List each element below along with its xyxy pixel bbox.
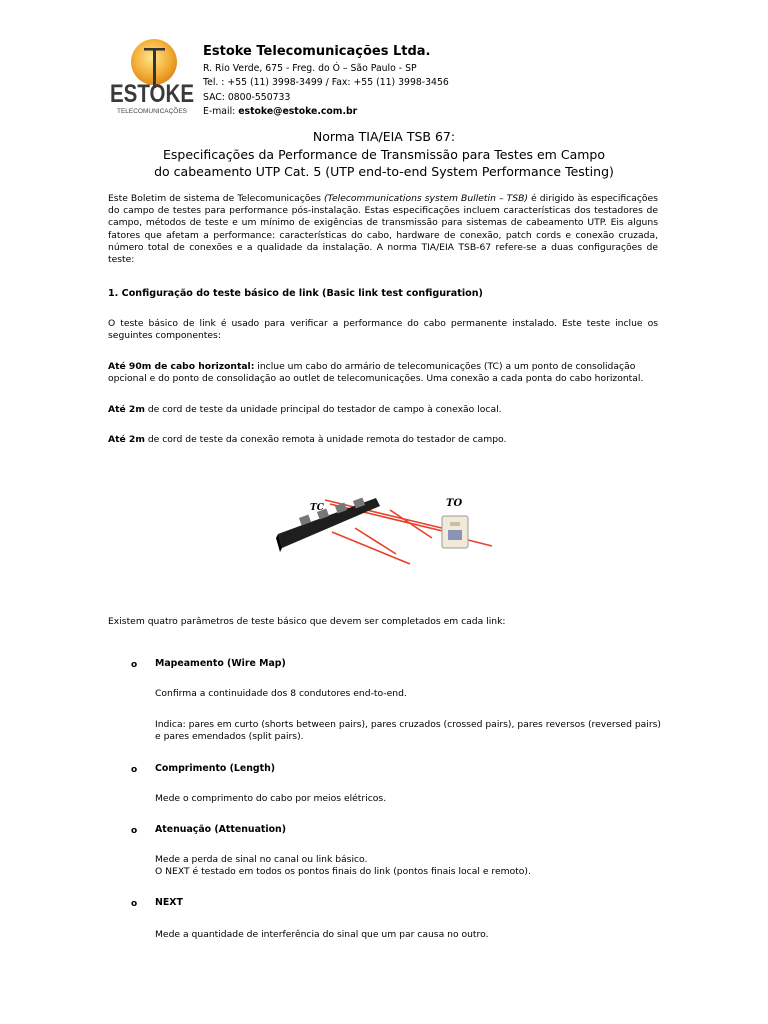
bullet-icon: o [131, 899, 138, 909]
patch-panel-icon [276, 498, 380, 552]
figure-label-tc: TC [310, 503, 324, 513]
component-horizontal-cable: Até 90m de cabo horizontal: inclue um cabo do armário de telecomunicações (TC) a um ponto de consolidação opcional e do ponto de consolidação ao outlet de telecomunicações. Uma conexão a cada ponta do cabo horizontal. [108, 361, 644, 385]
params-intro: Existem quatro parâmetros de teste básico que devem ser completados em cada link: [108, 616, 506, 627]
basic-link-figure [270, 490, 500, 568]
email-label: E-mail: [203, 105, 239, 117]
company-info [203, 44, 449, 119]
param-length-heading: Comprimento (Length) [155, 763, 276, 774]
bullet-icon: o [131, 660, 138, 670]
email-link[interactable]: estoke@estoke.com.br [238, 105, 358, 117]
intro-italic: (Telecommunications system Bulletin – TSB) [323, 193, 528, 204]
document-title [100, 128, 668, 180]
bullet-icon: o [131, 765, 138, 775]
logo-subtext: TELECOMUNICAÇÕES [117, 109, 182, 115]
company-address: R. Rio Verde, 675 - Freg. do Ó – São Paulo - SP [203, 63, 417, 74]
section-1-heading: 1. Configuração do teste básico de link (Basic link test configuration) [108, 288, 483, 299]
title-line-3: do cabeamento UTP Cat. 5 (UTP end-to-end System Performance Testing) [154, 164, 614, 179]
param-next-heading: NEXT [155, 897, 183, 908]
estoke-logo [108, 38, 196, 116]
title-line-1: Norma TIA/EIA TSB 67: [312, 129, 456, 144]
param-attenuation-heading: Atenuação (Attenuation) [155, 824, 286, 835]
company-sac: SAC: 0800-550733 [203, 91, 291, 103]
section-1-paragraph: O teste básico de link é usado para verificar a performance do cabo permanente instalado. Este teste inclue os seguintes componentes: [108, 318, 658, 342]
logo-text: ESTOKE [110, 80, 194, 108]
company-phone: Tel. : +55 (11) 3998-3499 / Fax: +55 (11) 3998-3456 [203, 77, 449, 89]
bullet-icon: o [131, 826, 138, 836]
company-name: Estoke Telecomunicações Ltda. [203, 44, 431, 59]
param-wire-map-text: Confirma a continuidade dos 8 condutores end-to-end. [155, 688, 407, 699]
param-attenuation-text: Mede a perda de sinal no canal ou link básico. [155, 854, 368, 865]
param-wire-map-detail: Indica: pares em curto (shorts between pairs), pares cruzados (crossed pairs), pares reversos (reversed pairs) e pares emendados (split pairs). [155, 719, 661, 743]
component-remote-cord: Até 2m de cord de teste da conexão remota à unidade remota do testador de campo. [108, 434, 507, 445]
param-next-text: Mede a quantidade de interferência do sinal que um par causa no outro. [155, 929, 489, 940]
param-attenuation-detail: O NEXT é testado em todos os pontos finais do link (pontos finais local e remoto). [155, 866, 531, 877]
telecom-outlet-icon [442, 516, 468, 548]
component-local-cord: Até 2m de cord de teste da unidade principal do testador de campo à conexão local. [108, 404, 502, 415]
param-wire-map-heading: Mapeamento (Wire Map) [155, 658, 286, 669]
company-email-line [203, 105, 449, 119]
figure-label-to: TO [446, 498, 463, 509]
title-line-2: Especificações da Performance de Transmissão para Testes em Campo [163, 147, 605, 162]
intro-paragraph: Este Boletim de sistema de Telecomunicações (Telecommunications system Bulletin – TSB) é dirigido às especificações do campo de testes para performance pós-instalação. Estas especificações incluem características dos testadores de campo, métodos de teste e um mínimo de exigências de transmissão para sistemas de cabeamento UTP. Eis alguns fatores que afetam a performance: características do cabo, hardware de conexão, patch cords e conexão cruzada, número total de conexões e a qualidade da instalação. A norma TIA/EIA TSB-67 refere-se a duas configurações de teste: [108, 193, 658, 266]
param-length-text: Mede o comprimento do cabo por meios elétricos. [155, 793, 387, 804]
